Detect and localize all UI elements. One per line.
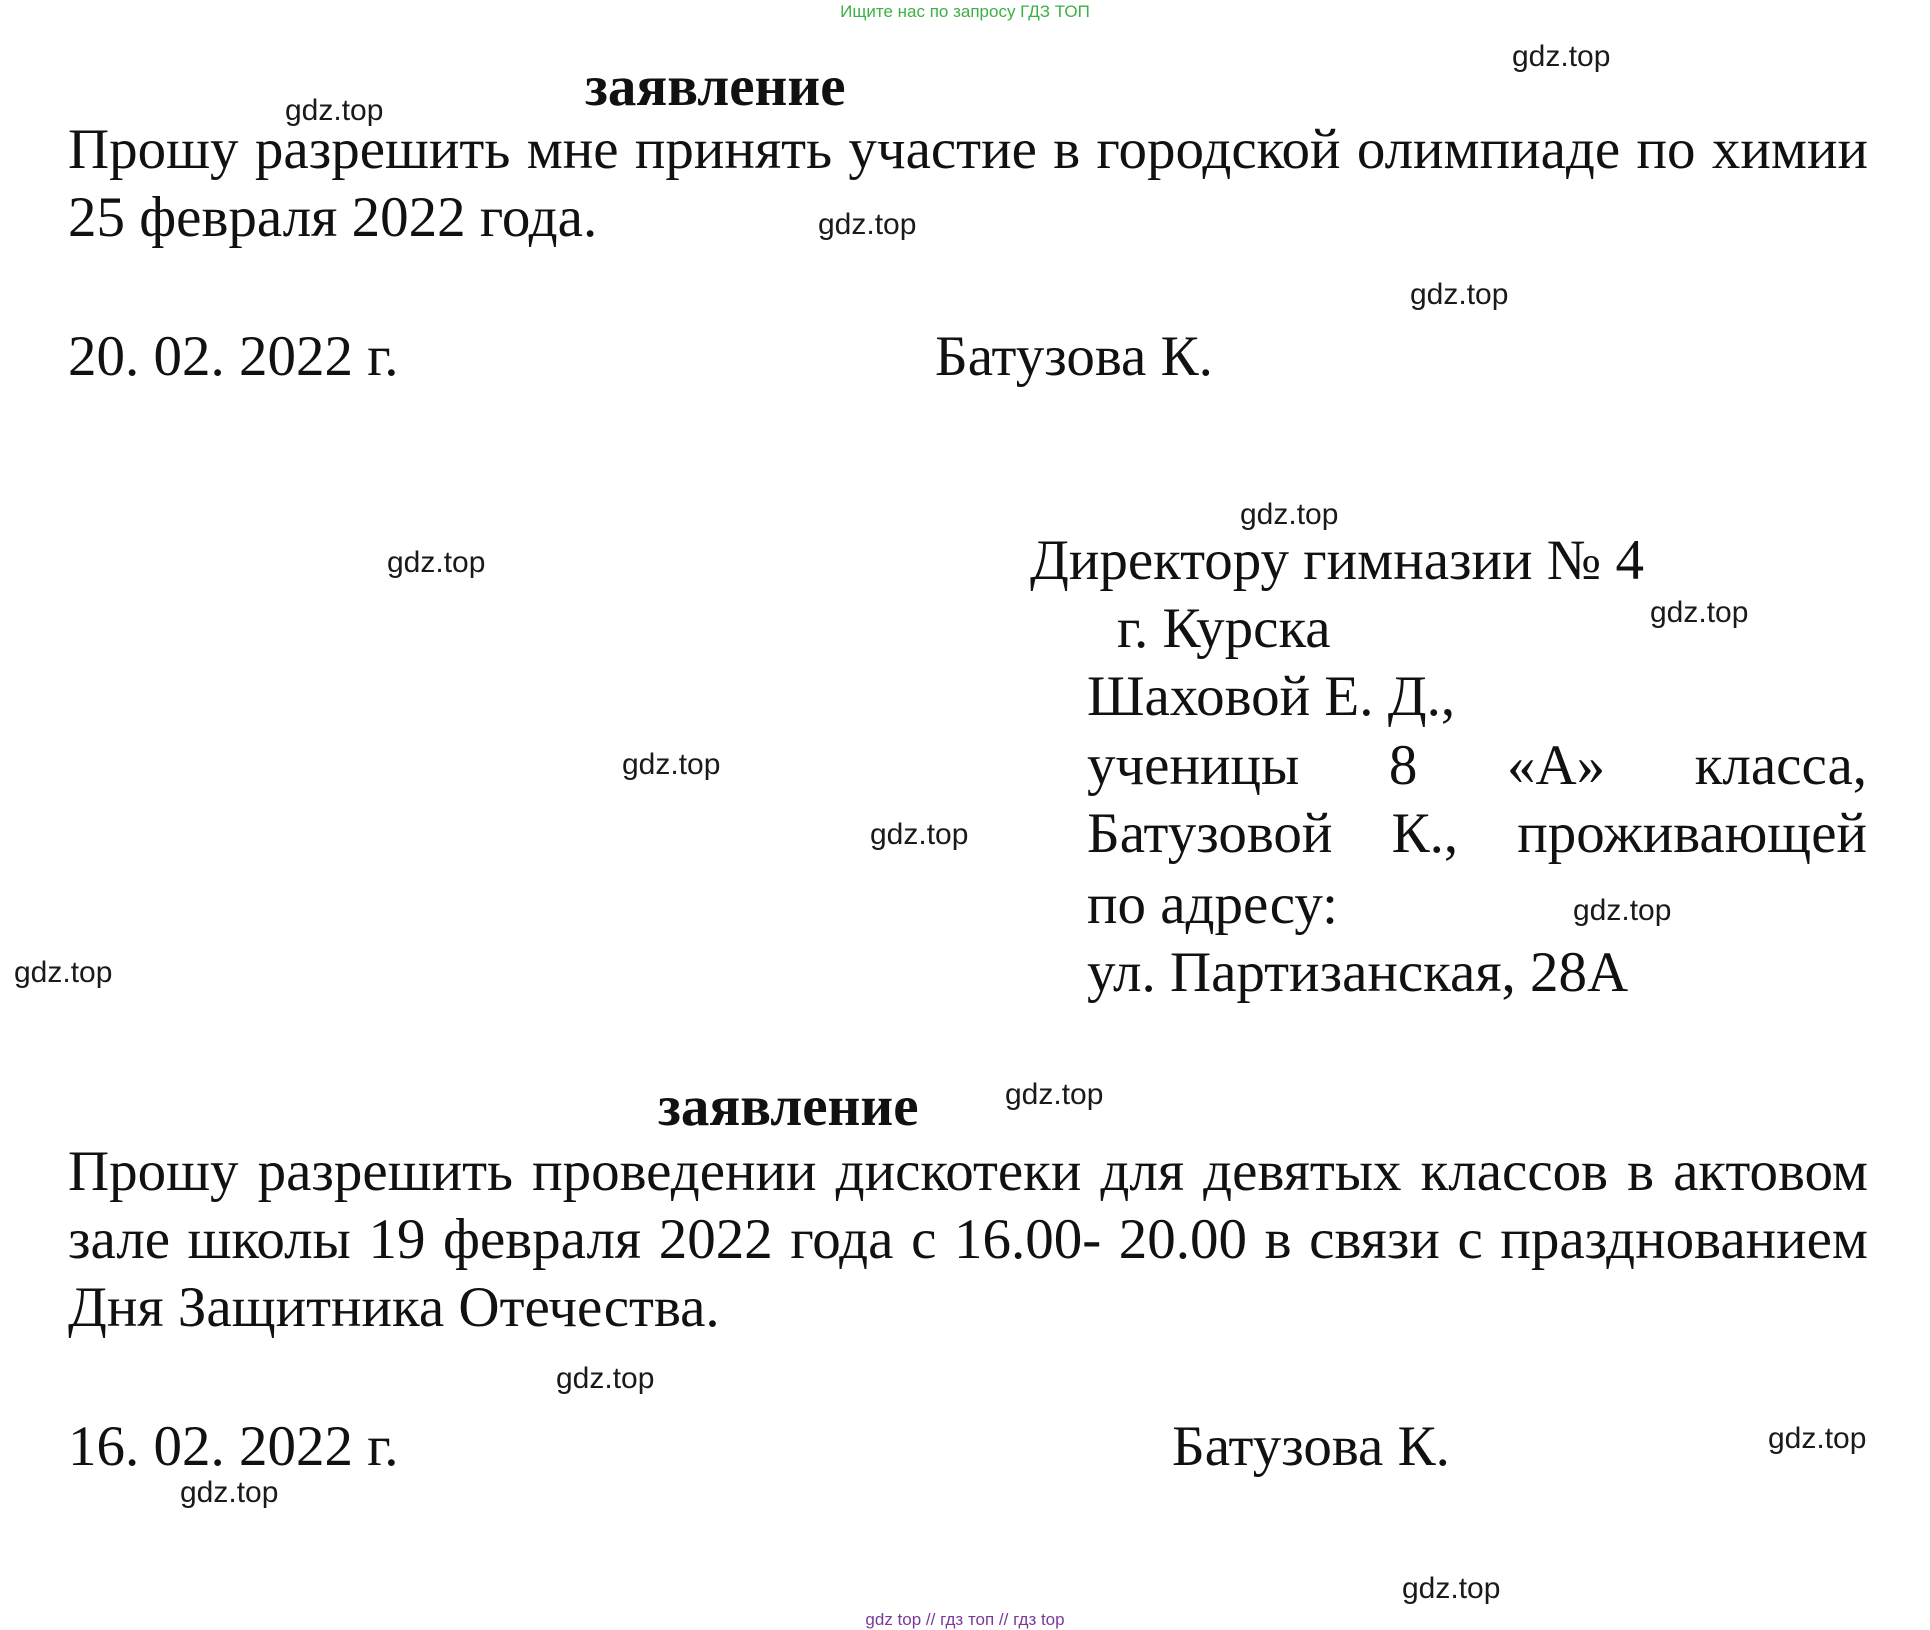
statement1-date: 20. 02. 2022 г. <box>68 325 399 388</box>
addressee-line5: Батузовой К., проживающей <box>1087 802 1867 865</box>
statement1-signature: Батузова К. <box>935 325 1213 388</box>
top-banner: Ищите нас по запросу ГДЗ ТОП <box>840 2 1090 21</box>
addressee-line2: г. Курска <box>1117 597 1331 660</box>
watermark: gdz.top <box>285 94 384 127</box>
addressee-line1: Директору гимназии № 4 <box>1030 529 1644 592</box>
watermark: gdz.top <box>870 818 969 851</box>
watermark: gdz.top <box>556 1362 655 1395</box>
watermark: gdz.top <box>1402 1572 1501 1605</box>
watermark: gdz.top <box>1768 1422 1867 1455</box>
watermark: gdz.top <box>1410 278 1509 311</box>
watermark: gdz.top <box>818 208 917 241</box>
watermark: gdz.top <box>622 748 721 781</box>
statement2-signature: Батузова К. <box>1172 1415 1450 1478</box>
watermark: gdz.top <box>387 546 486 579</box>
statement1-title: заявление <box>585 55 846 118</box>
watermark: gdz.top <box>1240 498 1339 531</box>
addressee-line4: ученицы 8 «А» класса, <box>1087 734 1867 797</box>
statement2-title: заявление <box>658 1075 919 1138</box>
watermark: gdz.top <box>14 956 113 989</box>
statement1-body: Прошу разрешить мне принять участие в городской олимпиаде по химии 25 февраля 2022 года. <box>68 118 1868 249</box>
footer-watermark: gdz top // гдз топ // гдз top <box>865 1610 1065 1629</box>
watermark: gdz.top <box>1005 1078 1104 1111</box>
addressee-line3: Шаховой Е. Д., <box>1087 665 1456 728</box>
watermark: gdz.top <box>1650 596 1749 629</box>
statement2-date: 16. 02. 2022 г. <box>68 1415 399 1478</box>
addressee-line6: по адресу: <box>1087 873 1338 936</box>
watermark: gdz.top <box>1573 894 1672 927</box>
watermark: gdz.top <box>1512 40 1611 73</box>
addressee-line7: ул. Партизанская, 28А <box>1087 941 1629 1004</box>
statement2-body: Прошу разрешить проведении дискотеки для девятых классов в актовом зале школы 19 февраля 2022 года с 16.00- 20.00 в связи с празднованием Дня Защитника Отечества. <box>68 1140 1868 1339</box>
watermark: gdz.top <box>180 1476 279 1509</box>
